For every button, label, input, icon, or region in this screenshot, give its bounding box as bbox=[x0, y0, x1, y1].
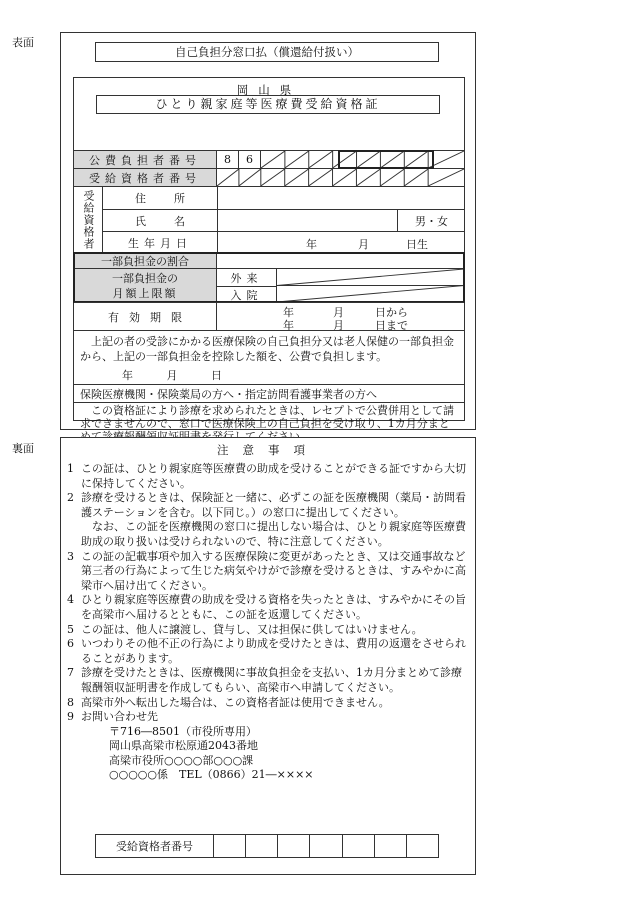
front-side-label: 表面 bbox=[12, 36, 34, 49]
contact-phone: ○○○○○係 TEL（0866）21―×××× bbox=[109, 768, 314, 782]
validity-from-year: 年 bbox=[283, 306, 294, 319]
validity-row bbox=[74, 302, 464, 330]
payer-number-row bbox=[74, 150, 464, 168]
prefecture-name: 岡山県 bbox=[236, 83, 302, 97]
statement-text: 上記の者の受診にかかる医療保険の自己負担分又は老人保健の一部負担金から、上記の一部負担金を控除した額を、公費で負担します。 bbox=[80, 335, 454, 363]
statement-day: 日 bbox=[211, 369, 222, 382]
note-number: 5 bbox=[67, 622, 74, 636]
number-box bbox=[214, 835, 246, 857]
number-box bbox=[310, 835, 342, 857]
recipient-number-strip-label: 受給資格者番号 bbox=[96, 835, 214, 857]
note-text: この証は、ひとり親家庭等医療費の助成を受けることができる証ですから大切に保持してください。 bbox=[81, 462, 466, 490]
notice-body: この資格証により診療を求められたときは、レセプトで公費併用として請求できませんので、窓口で医療保険上の自己負担を受け取り、1カ月分まと bbox=[80, 404, 454, 430]
note-number: 4 bbox=[67, 593, 74, 607]
contact-address: 岡山県高梁市松原通2043番地 bbox=[109, 739, 258, 753]
note-item bbox=[67, 520, 469, 549]
note-number bbox=[67, 520, 81, 549]
notes-list bbox=[67, 462, 469, 783]
address-label: 住所 bbox=[135, 192, 213, 205]
note-text: お問い合わせ先 bbox=[81, 710, 158, 724]
note-text: 診療を受けたときは、医療機関に事故負担金を支払い、1カ月分まとめて診療報酬領収証明書を作成してもらい、高梁市へ申請してください。 bbox=[81, 666, 462, 694]
note-item bbox=[67, 593, 469, 622]
note-number: 6 bbox=[67, 637, 74, 651]
note-item bbox=[67, 550, 469, 594]
number-box bbox=[343, 835, 375, 857]
number-box bbox=[278, 835, 310, 857]
note-item bbox=[67, 696, 469, 711]
back-side-label: 裏面 bbox=[12, 442, 34, 455]
note-number: 7 bbox=[67, 666, 74, 680]
monthly-limit-label-1: 一部負担金の bbox=[112, 272, 178, 285]
contact-postal: 〒716―8501（市役所専用） bbox=[109, 724, 257, 738]
note-item bbox=[67, 710, 469, 725]
validity-to-suffix: 日まで bbox=[375, 319, 408, 332]
statement-month: 月 bbox=[166, 369, 178, 382]
note-item bbox=[67, 491, 469, 520]
dob-label: 生年月日 bbox=[128, 236, 192, 250]
recipient-block bbox=[74, 186, 464, 252]
certificate-title: ひとり親家庭等医療費受給資格証 bbox=[96, 95, 440, 114]
note-item bbox=[67, 462, 469, 491]
contact-block bbox=[67, 725, 469, 783]
validity-to-year: 年 bbox=[283, 319, 294, 332]
dob-day: 日生 bbox=[406, 238, 428, 251]
partial-ratio-value bbox=[216, 253, 464, 268]
note-number: 1 bbox=[67, 462, 74, 475]
recipient-group-label: 受給資格者 bbox=[82, 189, 95, 250]
note-item bbox=[67, 623, 469, 638]
dob-value bbox=[217, 232, 465, 253]
note-text: 診療を受けるときは、保険証と一緒に、必ずこの証を医療機関（薬局・訪問看護ステーションを含む。以下同じ。）の窓口に提出してください。 bbox=[81, 491, 466, 519]
monthly-limit-row bbox=[74, 268, 464, 302]
back-side-panel bbox=[60, 437, 476, 875]
note-text: なお、この証を医療機関の窓口に提出しない場合は、ひとり親家庭等医療費助成の取り扱いは受けられないので、特に注意してください。 bbox=[81, 520, 466, 548]
monthly-limit-label-2: 月額上限額 bbox=[112, 287, 178, 300]
recipient-number-cells bbox=[217, 169, 464, 186]
name-label: 氏名 bbox=[135, 214, 213, 228]
note-text: ひとり親家庭等医療費の助成を受ける資格を失ったときは、すみやかにその旨を高梁市へ届けるとともに、この証を返還してください。 bbox=[81, 593, 466, 621]
number-box bbox=[246, 835, 278, 857]
validity-from-month: 月 bbox=[333, 306, 344, 319]
dob-year: 年 bbox=[306, 238, 317, 251]
contact-department: 高梁市役所○○○○部○○○課 bbox=[109, 753, 254, 767]
gender-selection: 男・女 bbox=[415, 214, 448, 228]
number-box bbox=[407, 835, 438, 857]
note-item bbox=[67, 637, 469, 666]
validity-label: 有効期限 bbox=[108, 310, 192, 324]
note-text: 高梁市外へ転出した場合は、この資格者証は使用できません。 bbox=[81, 695, 390, 709]
note-text: いつわりその他不正の行為により助成を受けたときは、費用の返還をさせられることがあります。 bbox=[81, 637, 466, 665]
partial-ratio-row bbox=[74, 252, 464, 268]
note-number: 9 bbox=[67, 710, 74, 724]
payer-digit-2: 6 bbox=[246, 153, 253, 166]
validity-from-suffix: 日から bbox=[375, 306, 408, 319]
number-box bbox=[375, 835, 407, 857]
notes-title: 注意事項 bbox=[217, 443, 319, 457]
statement-year: 年 bbox=[122, 369, 133, 382]
certificate-card bbox=[73, 77, 465, 430]
partial-ratio-label: 一部負担金の割合 bbox=[101, 254, 189, 268]
front-side-panel bbox=[60, 32, 476, 430]
payment-type-box: 自己負担分窓口払（償還給付扱い） bbox=[95, 42, 439, 62]
validity-to-month: 月 bbox=[333, 319, 344, 332]
notice-heading: 保険医療機関・保険薬局の方へ・指定訪問看護事業者の方へ bbox=[80, 388, 377, 401]
notice-heading-row bbox=[74, 384, 464, 402]
address-value bbox=[217, 187, 465, 209]
note-number: 2 bbox=[67, 491, 74, 505]
payer-number-cells bbox=[261, 151, 464, 168]
note-number: 8 bbox=[67, 695, 74, 709]
statement-row bbox=[74, 330, 464, 384]
note-number: 3 bbox=[67, 549, 74, 563]
recipient-number-label: 受給資格者番号 bbox=[89, 171, 201, 185]
note-text: この証は、他人に譲渡し、貸与し、又は担保に供してはいけません。 bbox=[81, 622, 423, 636]
notice-body-row bbox=[74, 402, 464, 430]
note-item bbox=[67, 666, 469, 695]
dob-month: 月 bbox=[358, 238, 369, 251]
monthly-limit-slashes bbox=[277, 269, 464, 302]
name-value bbox=[217, 210, 397, 231]
note-text: この証の記載事項や加入する医療保険に変更があったとき、又は交通事故など第三者の行為によって生じた病気やけがで診療を受けるときは、すみやかに高梁市へ届け出てください。 bbox=[81, 549, 466, 592]
outpatient-label: 外来 bbox=[230, 271, 263, 285]
inpatient-label: 入院 bbox=[230, 289, 263, 302]
payer-digit-1: 8 bbox=[224, 153, 231, 166]
payer-number-label: 公費負担者番号 bbox=[89, 153, 201, 167]
recipient-number-row bbox=[74, 168, 464, 186]
recipient-number-strip bbox=[95, 834, 439, 858]
